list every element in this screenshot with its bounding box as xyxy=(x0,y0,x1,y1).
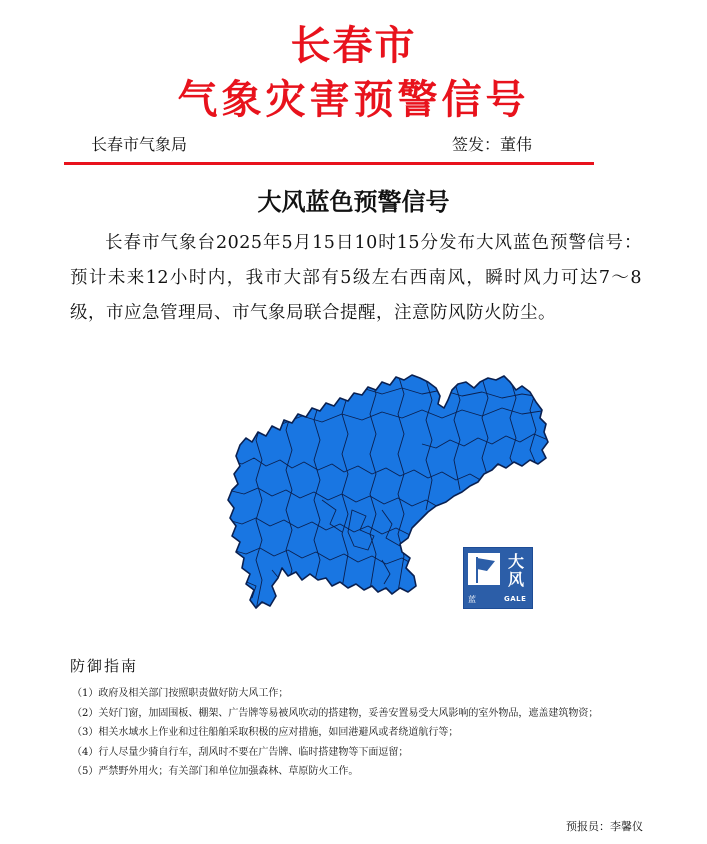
gale-blue-warning-badge xyxy=(463,547,533,609)
guidance-item: （5）严禁野外用火；有关部门和单位加强森林、草原防火工作。 xyxy=(72,766,359,777)
issuing-agency: 长春市气象局 xyxy=(91,135,188,154)
red-divider xyxy=(64,162,594,165)
forecaster: 预报员：李馨仪 xyxy=(566,820,643,833)
document-title-signal: 气象灾害预警信号 xyxy=(177,77,530,123)
guidance-item: （4）行人尽量少骑自行车，刮风时不要在广告牌、临时搭建物等下面逗留； xyxy=(72,746,409,758)
warning-body: 长春市气象台2025年5月15日10时15分发布大风蓝色预警信号：预计未来12小时内，我市大部有5级左右西南风，瞬时风力可达7～8级，市应急管理局、市气象局联合提醒，注意防风防火防尘。 xyxy=(70,233,642,323)
badge-english: GALE xyxy=(504,595,527,603)
badge-char-feng: 风 xyxy=(507,570,524,589)
guidance-item: （1）政府及相关部门按照职责做好防大风工作； xyxy=(72,688,289,699)
guidance-item: （3）相关水域水上作业和过往船舶采取积极的应对措施，如回港避风或者绕道航行等； xyxy=(72,727,459,738)
badge-level: 蓝 xyxy=(468,595,476,604)
guidance-item: （2）关好门窗，加固围板、棚架、广告牌等易被风吹动的搭建物，妥善安置易受大风影响的室外物品，遮盖建筑物资； xyxy=(72,707,599,719)
badge-char-da: 大 xyxy=(507,552,524,571)
warning-title: 大风蓝色预警信号 xyxy=(257,188,450,216)
guidance-list xyxy=(72,684,672,782)
signer: 签发：董伟 xyxy=(452,135,533,154)
guidance-title: 防御指南 xyxy=(70,657,139,675)
wind-flag-icon xyxy=(468,553,500,585)
document-title-city: 长春市 xyxy=(290,23,417,69)
